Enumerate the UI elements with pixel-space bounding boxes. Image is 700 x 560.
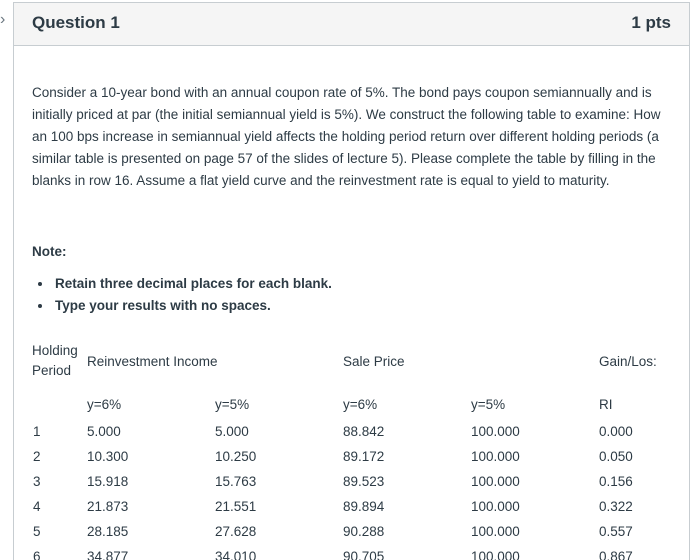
question-title: Question 1 [32, 13, 120, 32]
table-cell: 3 [33, 474, 41, 489]
table-cell: 89.894 [343, 499, 385, 514]
table-cell: 100.000 [471, 474, 520, 489]
table-cell: 6 [33, 549, 41, 560]
table-cell: 2 [33, 449, 41, 464]
table-cell: 100.000 [471, 499, 520, 514]
table-cell: 100.000 [471, 424, 520, 439]
table-cell: 90.288 [343, 524, 385, 539]
header-sale-price-label: Sale Price [343, 353, 405, 369]
table-cell: 100.000 [471, 524, 520, 539]
question-points: 1 pts [631, 13, 671, 32]
question-card [13, 2, 690, 560]
question-header [14, 3, 689, 46]
table-cell: 0.322 [599, 499, 633, 514]
table-cell: 21.551 [215, 499, 257, 514]
table-cell: 100.000 [471, 449, 520, 464]
header-holding: Holding [32, 343, 78, 358]
table-cell: 10.300 [87, 449, 129, 464]
table-cell: 88.842 [343, 424, 385, 439]
table-cell: 28.185 [87, 524, 129, 539]
header-holding-period [32, 337, 87, 385]
table-cell: 21.873 [87, 499, 129, 514]
table-cell: 89.523 [343, 474, 385, 489]
question-prompt: Consider a 10-year bond with an annual coupon rate of 5%. The bond pays coupon semiannually and is initially priced at par (the initial semiannual yield is 5%). We construct the following table to examine: How an 100 bps increase in semiannual yield affects the holding period return over different holding periods (a similar table is presented on page 57 of the slides of lecture 5). Please complete the table by filling in the blanks in row 16. Assume a flat yield curve and the reinvestment rate is equal to yield to maturity. [32, 85, 661, 188]
table-cell: 15.763 [215, 474, 257, 489]
subheader-cell: y=5% [471, 396, 506, 412]
table-cell: 5 [33, 524, 41, 539]
table-cell: 10.250 [215, 449, 257, 464]
note-item: • Retain three decimal places for each blank. [53, 273, 671, 295]
table-cell: 5.000 [215, 424, 249, 439]
table-cell: 34.010 [215, 549, 257, 560]
table-cell: 90.705 [343, 549, 385, 560]
header-reinvestment-label: Reinvestment Income [87, 353, 218, 369]
header-gain-loss-label: Gain/Los: [599, 353, 657, 369]
header-period: Period [32, 363, 72, 378]
table-cell: 0.000 [599, 424, 633, 439]
subheader-cell: RI [599, 396, 613, 412]
holding-period-table [32, 337, 689, 560]
question-body [14, 46, 689, 317]
table-header-row [32, 337, 689, 385]
table-cell: 27.628 [215, 524, 257, 539]
table-cell: 1 [33, 424, 41, 439]
table-cell: 0.050 [599, 449, 633, 464]
table-cell: 15.918 [87, 474, 129, 489]
table-cell: 5.000 [87, 424, 121, 439]
table-row [32, 469, 689, 494]
table-cell: 34.877 [87, 549, 129, 560]
note-label: Note: [32, 244, 67, 259]
header-reinvestment-income [87, 337, 343, 385]
header-sale-price [343, 337, 599, 385]
table-cell: 89.172 [343, 449, 385, 464]
table-cell: 0.867 [599, 549, 633, 560]
table-row [32, 494, 689, 519]
table-cell: 0.557 [599, 524, 633, 539]
subheader-cell: y=6% [87, 396, 122, 412]
table-cell: 0.156 [599, 474, 633, 489]
table-subheader-row [32, 385, 689, 419]
note-item: • Type your results with no spaces. [53, 295, 671, 317]
table-row [32, 544, 689, 560]
table-row [32, 444, 689, 469]
table-row [32, 519, 689, 544]
subheader-cell: y=5% [215, 396, 250, 412]
collapse-arrow-icon[interactable]: › [0, 11, 6, 28]
header-gain-loss [599, 337, 689, 385]
table-row [32, 419, 689, 444]
subheader-cell: y=6% [343, 396, 378, 412]
table-cell: 4 [33, 499, 41, 514]
table-cell: 100.000 [471, 549, 520, 560]
note-list [32, 273, 671, 317]
